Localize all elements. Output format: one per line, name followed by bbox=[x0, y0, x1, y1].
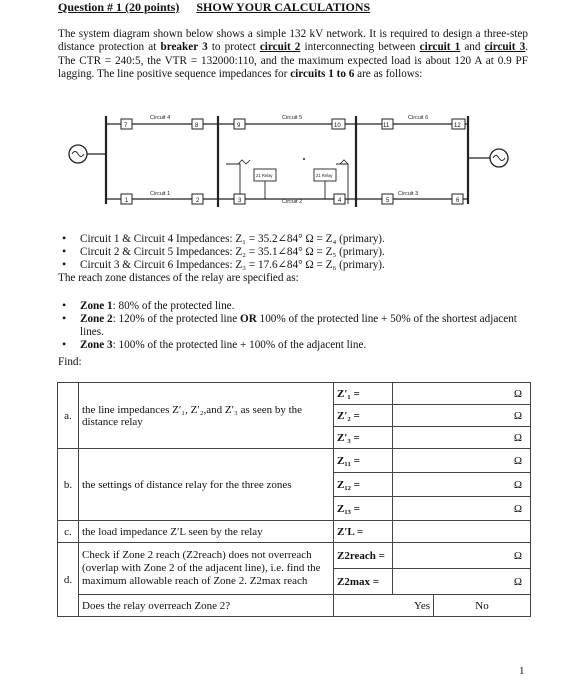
circuit3-label: Circuit 3 bbox=[398, 191, 419, 197]
var-zr1: Z₁₁ = bbox=[334, 449, 393, 473]
relay-label-right: 21 Relay bbox=[316, 173, 333, 178]
intro-text: are as follows: bbox=[354, 68, 423, 81]
intro-text: The system diagram shown below shows a simple 132 kV network. It is required to design a three-step distance protection at bbox=[58, 28, 528, 54]
intro-text: . The CTR = 240:5, the VTR = 132000:110, and the maximum expected load is about 120 A at 0.9 PF lagging. The line positive sequence impedances for bbox=[58, 41, 528, 81]
instruction-text: SHOW YOUR CALCULATIONS bbox=[196, 0, 371, 14]
breaker-6-label: 6 bbox=[456, 198, 460, 204]
zone-item bbox=[58, 300, 528, 313]
circuits-ref: circuits 1 to 6 bbox=[290, 68, 355, 81]
circuit3-ref: circuit 3 bbox=[484, 41, 526, 54]
answer-z2max[interactable]: Ω bbox=[393, 569, 531, 595]
breaker-8-label: 8 bbox=[195, 123, 199, 129]
circuit1-label: Circuit 1 bbox=[150, 191, 171, 197]
row-desc-c: the load impedance ZʹL seen by the relay bbox=[79, 521, 334, 543]
answer-z3[interactable]: Ω bbox=[393, 427, 531, 449]
intro-text: interconnecting between bbox=[300, 41, 420, 54]
var-z1: Zʹ₁ = bbox=[334, 383, 393, 405]
var-z2: Zʹ₂ = bbox=[334, 405, 393, 427]
row-label-a: a. bbox=[58, 383, 79, 449]
zone-text: : 100% of the protected line + 100% of the adjacent line. bbox=[112, 339, 367, 351]
zone-or: OR bbox=[240, 313, 257, 325]
breaker-5-label: 5 bbox=[386, 198, 390, 204]
answer-zr1[interactable]: Ω bbox=[393, 449, 531, 473]
answer-table bbox=[57, 382, 531, 617]
breaker-1-label: 1 bbox=[125, 198, 129, 204]
row-desc-d: Check if Zone 2 reach (Z2reach) does not overreach (overlap with Zone 2 of the adjacent line), i.e. find the maximum allowable reach of Zone 2. Z2max reach bbox=[79, 543, 334, 595]
breaker-3-label: 3 bbox=[238, 198, 242, 204]
reach-intro: The reach zone distances of the relay are specified as: bbox=[58, 272, 299, 284]
zone-name: Zone 2 bbox=[80, 313, 113, 325]
intro-text: and bbox=[460, 41, 485, 54]
circuit5-label: Circuit 5 bbox=[282, 115, 303, 121]
impedance-item: • Circuit 2 & Circuit 5 Impedances: Z₂ = 35.1∠84° Ω = Z₅ (primary). bbox=[58, 246, 528, 259]
intro-text: to protect bbox=[207, 41, 260, 54]
zone-item bbox=[58, 339, 528, 352]
zone-text: : 120% of the protected line bbox=[112, 313, 241, 325]
answer-zl[interactable] bbox=[393, 521, 531, 543]
var-zl: ZʹL = bbox=[334, 521, 393, 543]
answer-z2reach[interactable]: Ω bbox=[393, 543, 531, 569]
row-label-d: d. bbox=[58, 543, 79, 617]
zone-list bbox=[58, 300, 528, 352]
breaker-11-label: 11 bbox=[383, 123, 390, 129]
answer-z1[interactable]: Ω bbox=[393, 383, 531, 405]
breaker-10-label: 10 bbox=[334, 123, 341, 129]
var-z2reach: Z2reach = bbox=[334, 543, 393, 569]
intro-paragraph bbox=[58, 28, 528, 82]
var-z3: Zʹ₃ = bbox=[334, 427, 393, 449]
circuit1-ref: circuit 1 bbox=[419, 41, 461, 54]
answer-zr3[interactable]: Ω bbox=[393, 497, 531, 521]
answer-yes[interactable]: Yes bbox=[334, 595, 434, 617]
answer-zr2[interactable]: Ω bbox=[393, 473, 531, 497]
row-label-c: c. bbox=[58, 521, 79, 543]
breaker-2-label: 2 bbox=[196, 198, 200, 204]
impedance-item: • Circuit 3 & Circuit 6 Impedances: Z₃ = 17.6∠84° Ω = Z₆ (primary). bbox=[58, 259, 528, 272]
zone-item bbox=[58, 313, 528, 339]
breaker-12-label: 12 bbox=[454, 123, 461, 129]
overreach-question: Does the relay overreach Zone 2? bbox=[79, 595, 334, 617]
var-zr2: Z₁₂ = bbox=[334, 473, 393, 497]
circuit2-label: Circuit 2 bbox=[282, 199, 303, 205]
zone-name: Zone 3 bbox=[80, 339, 113, 351]
var-zr3: Z₁₃ = bbox=[334, 497, 393, 521]
breaker-4-label: 4 bbox=[338, 198, 342, 204]
var-z2max: Z2max = bbox=[334, 569, 393, 595]
row-label-b: b. bbox=[58, 449, 79, 521]
zone-name: Zone 1 bbox=[80, 300, 113, 312]
impedance-list bbox=[58, 233, 528, 272]
row-desc-a: the line impedances Zʹ₁, Zʹ₂,and Zʹ₃ as seen by the distance relay bbox=[79, 383, 334, 449]
answer-no[interactable]: No bbox=[434, 595, 531, 617]
impedance-item: • Circuit 1 & Circuit 4 Impedances: Z₁ = 35.2∠84° Ω = Z₄ (primary). bbox=[58, 233, 528, 246]
find-label: Find: bbox=[58, 356, 82, 368]
breaker-ref: breaker 3 bbox=[160, 41, 208, 54]
question-title: Question # 1 (20 points) bbox=[58, 0, 180, 14]
circuit4-label: Circuit 4 bbox=[150, 115, 171, 121]
row-desc-b: the settings of distance relay for the three zones bbox=[79, 449, 334, 521]
system-diagram bbox=[58, 102, 528, 222]
circuit6-label: Circuit 6 bbox=[408, 115, 429, 121]
zone-text: : 80% of the protected line. bbox=[112, 300, 235, 312]
breaker-9-label: 9 bbox=[237, 123, 241, 129]
zone-text: 100% of the protected line + 50% of the shortest adjacent lines. bbox=[80, 313, 517, 338]
answer-z2[interactable]: Ω bbox=[393, 405, 531, 427]
page-number: 1 bbox=[519, 665, 525, 677]
relay-label-left: 21 Relay bbox=[256, 173, 273, 178]
breaker-7-label: 7 bbox=[124, 123, 128, 129]
question-header bbox=[58, 0, 370, 15]
circuit2-ref: circuit 2 bbox=[259, 41, 301, 54]
